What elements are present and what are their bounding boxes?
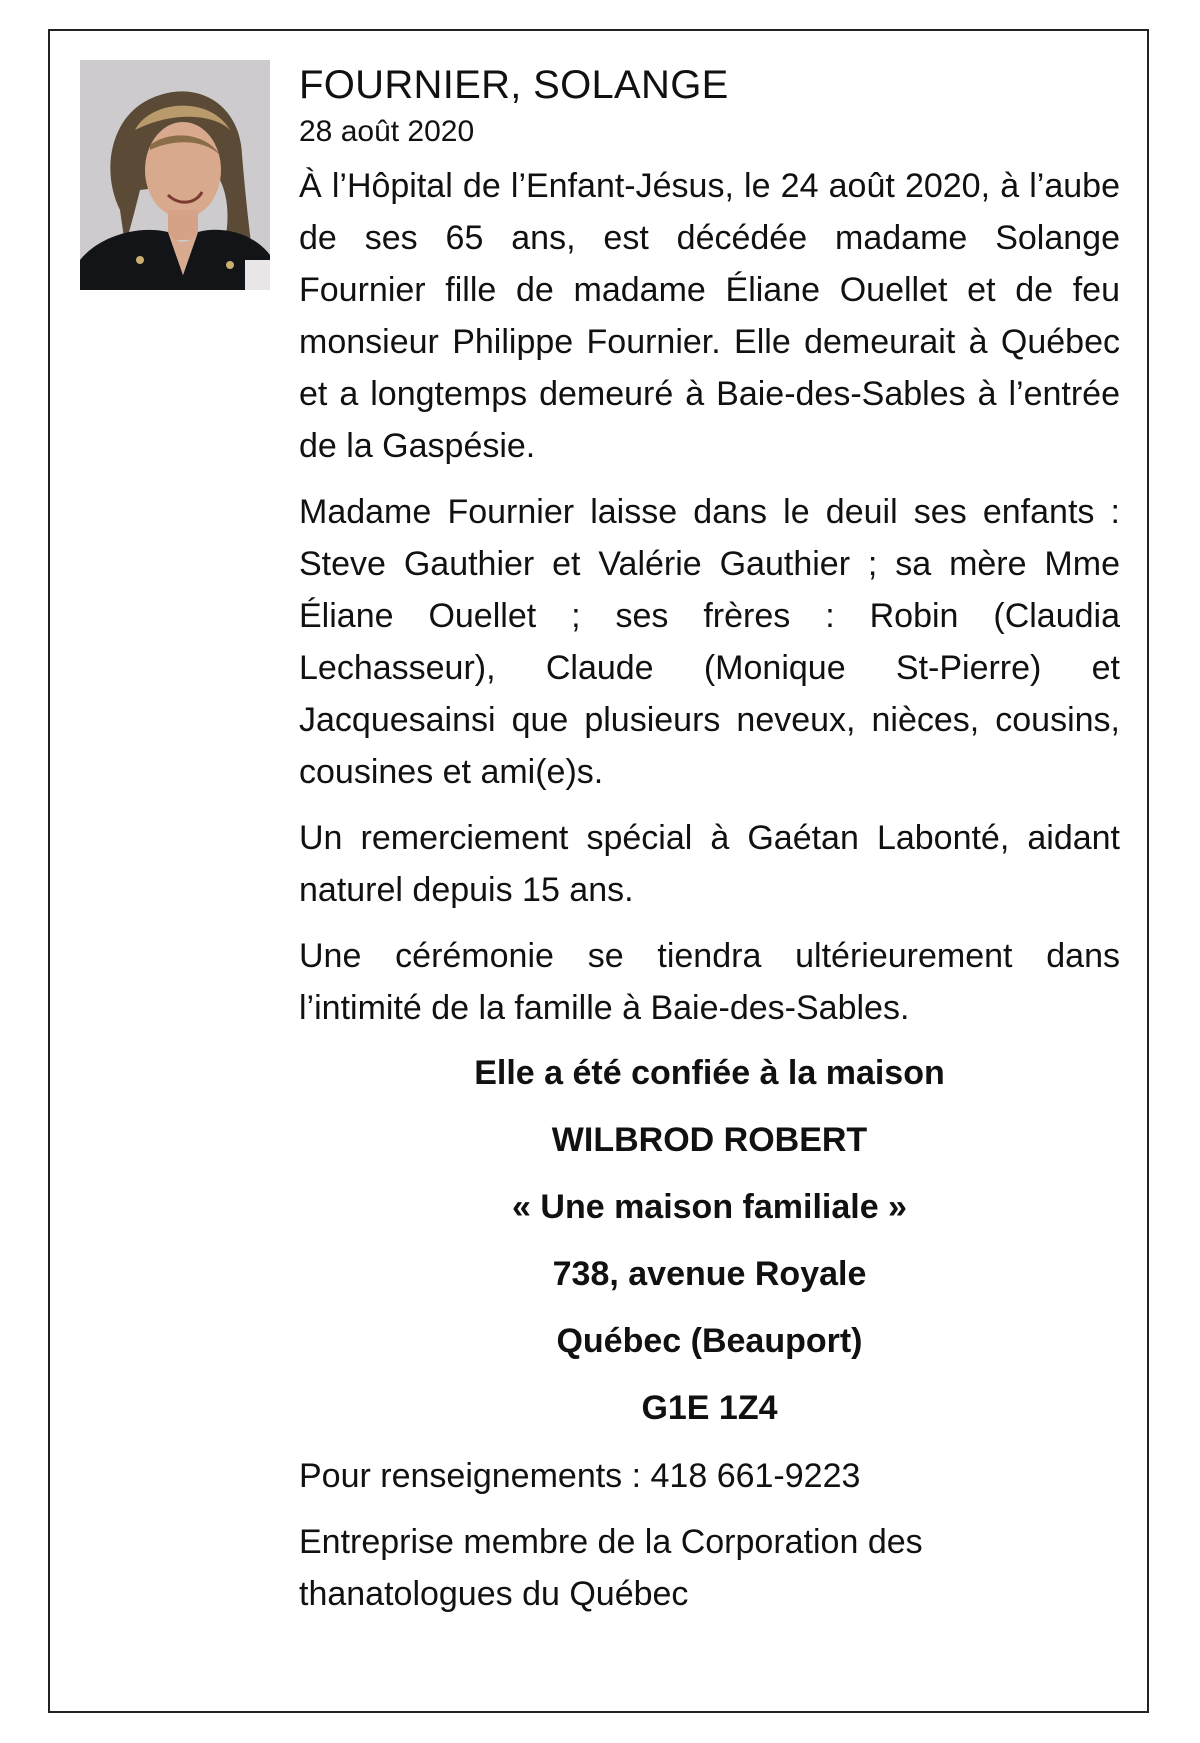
funeral-home-block [299,1048,1120,1433]
notice-content [299,56,1120,1620]
corporation-footer: Entreprise membre de la Corporation des thanatologues du Québec [299,1523,923,1613]
funeral-home-postal: G1E 1Z4 [641,1389,778,1427]
info-phone: Pour renseignements : 418 661-9223 [299,1457,861,1495]
paragraph-thanks: Un remerciement spécial à Gaétan Labonté, aidant naturel depuis 15 ans. [299,819,1120,909]
funeral-home-street: 738, avenue Royale [552,1255,867,1293]
deceased-name: FOURNIER, SOLANGE [299,63,729,107]
paragraph-ceremony: Une cérémonie se tiendra ultérieurement dans l’intimité de la famille à Baie-des-Sables. [299,937,1120,1027]
funeral-home-slogan: « Une maison familiale » [512,1188,907,1226]
notice-date: 28 août 2020 [299,115,475,148]
paragraph-death: À l’Hôpital de l’Enfant-Jésus, le 24 août 2020, à l’aube de ses 65 ans, est décédée madame Solange Fournier fille de madame Éliane Ouellet et de feu monsieur Philippe Fournier. Elle demeurait à Québec et a longtemps demeuré à Baie-des-Sables à l’entrée de la Gaspésie. [299,167,1120,465]
funeral-home-name: WILBROD ROBERT [551,1121,868,1159]
paragraph-family: Madame Fournier laisse dans le deuil ses enfants : Steve Gauthier et Valérie Gauthier ; sa mère Mme Éliane Ouellet ; ses frères : Robin (Claudia Lechasseur), Claude (Monique St-Pierre) et Jacquesainsi que plusieurs neveux, nièces, cousins, cousines et ami(e)s. [299,493,1120,791]
portrait-photo [80,60,270,290]
funeral-home-city: Québec (Beauport) [556,1322,863,1360]
funeral-home-intro: Elle a été confiée à la maison [474,1054,945,1092]
